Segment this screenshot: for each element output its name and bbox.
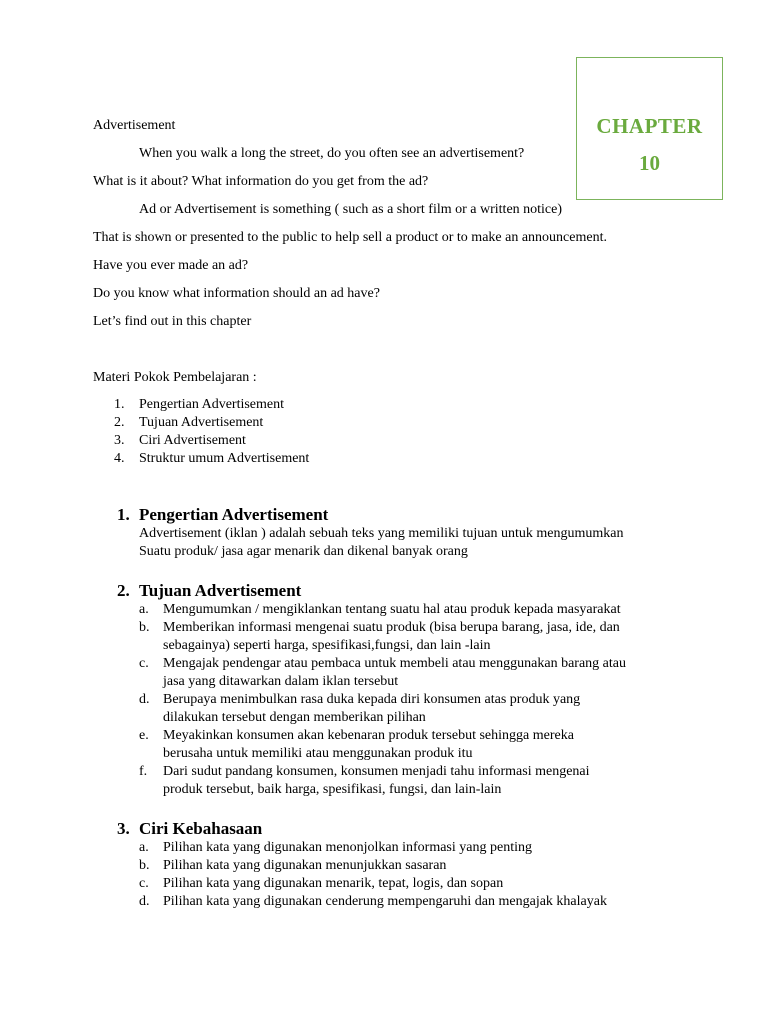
intro-line: Have you ever made an ad? [93,258,249,273]
section-heading [117,581,717,601]
item-letter: f. [139,764,148,779]
materi-item-label: Ciri Advertisement [139,433,246,448]
item-line: dilakukan tersebut dengan memberikan pilihan [163,710,426,725]
intro-line: Do you know what information should an ad have? [93,286,380,301]
materi-item-label: Struktur umum Advertisement [139,451,310,466]
item-letter: a. [139,602,149,617]
item-line: Pilihan kata yang digunakan menonjolkan informasi yang penting [163,840,532,855]
materi-item [93,396,693,414]
section-list-item [117,893,717,911]
item-line: Pilihan kata yang digunakan menarik, tepat, logis, dan sopan [163,876,504,891]
section-number: 3. [117,819,130,838]
chapter-label: CHAPTER [596,114,703,138]
item-letter: b. [139,620,150,635]
materi-heading: Materi Pokok Pembelajaran : [93,370,257,385]
intro-line: Let’s find out in this chapter [93,314,252,329]
section-list-item [117,839,717,857]
materi-pokok [93,369,693,468]
item-line: Mengajak pendengar atau pembaca untuk membeli atau menggunakan barang atau [163,656,626,671]
item-line: produk tersebut, baik harga, spesifikasi, fungsi, dan lain-lain [163,782,502,797]
section-list-item [117,763,717,799]
section-heading [117,505,717,525]
chapter-number: 10 [639,151,660,175]
section-number: 2. [117,581,130,600]
section-heading [117,819,717,839]
section-list-item [117,601,717,619]
section-ciri-kebahasaan [117,819,717,911]
section-list-item [117,857,717,875]
section-list-item [117,619,717,655]
item-letter: c. [139,656,149,671]
section-list-item [117,875,717,893]
section-title: Ciri Kebahasaan [139,819,263,838]
materi-item-label: Tujuan Advertisement [139,415,264,430]
item-line: Berupaya menimbulkan rasa duka kepada diri konsumen atas produk yang [163,692,581,707]
materi-item-number: 2. [114,415,125,430]
section-list [117,601,717,799]
item-line: Meyakinkan konsumen akan kebenaran produk tersebut sehingga mereka [163,728,574,743]
item-line: Dari sudut pandang konsumen, konsumen menjadi tahu informasi mengenai [163,764,590,779]
section-body-line: Advertisement (iklan ) adalah sebuah teks yang memiliki tujuan untuk mengumumkan [139,526,624,541]
intro-title: Advertisement [93,118,176,133]
item-line: Mengumumkan / mengiklankan tentang suatu hal atau produk kepada masyarakat [163,602,621,617]
materi-item [93,432,693,450]
materi-item-number: 4. [114,451,125,466]
section-body-line: Suatu produk/ jasa agar menarik dan dikenal banyak orang [139,544,468,559]
materi-list [93,396,693,468]
item-letter: e. [139,728,149,743]
section-tujuan [117,581,717,799]
item-line: Memberikan informasi mengenai suatu produk (bisa berupa barang, jasa, ide, dan [163,620,620,635]
item-letter: a. [139,840,149,855]
item-line: Pilihan kata yang digunakan cenderung mempengaruhi dan mengajak khalayak [163,894,607,909]
intro-line: What is it about? What information do you get from the ad? [93,174,429,189]
item-line: Pilihan kata yang digunakan menunjukkan sasaran [163,858,447,873]
section-body [117,525,717,561]
section-list-item [117,655,717,691]
materi-item-number: 1. [114,397,125,412]
item-letter: b. [139,858,150,873]
materi-item [93,450,693,468]
intro-line: Ad or Advertisement is something ( such as a short film or a written notice) [139,202,563,217]
section-pengertian [117,505,717,561]
intro-line: That is shown or presented to the public to help sell a product or to make an announcement. [93,230,607,245]
item-letter: d. [139,894,150,909]
section-list [117,839,717,911]
item-line: berusaha untuk memiliki atau menggunakan produk itu [163,746,473,761]
item-line: sebagainya) seperti harga, spesifikasi,fungsi, dan lain -lain [163,638,491,653]
section-list-item [117,691,717,727]
section-list-item [117,727,717,763]
section-title: Tujuan Advertisement [139,581,302,600]
item-letter: c. [139,876,149,891]
materi-item [93,414,693,432]
item-letter: d. [139,692,150,707]
materi-item-label: Pengertian Advertisement [139,397,285,412]
intro-line: When you walk a long the street, do you often see an advertisement? [139,146,525,161]
section-title: Pengertian Advertisement [139,505,329,524]
item-line: jasa yang ditawarkan dalam iklan tersebut [163,674,399,689]
intro-paragraphs [93,117,713,341]
section-number: 1. [117,505,130,524]
materi-item-number: 3. [114,433,125,448]
